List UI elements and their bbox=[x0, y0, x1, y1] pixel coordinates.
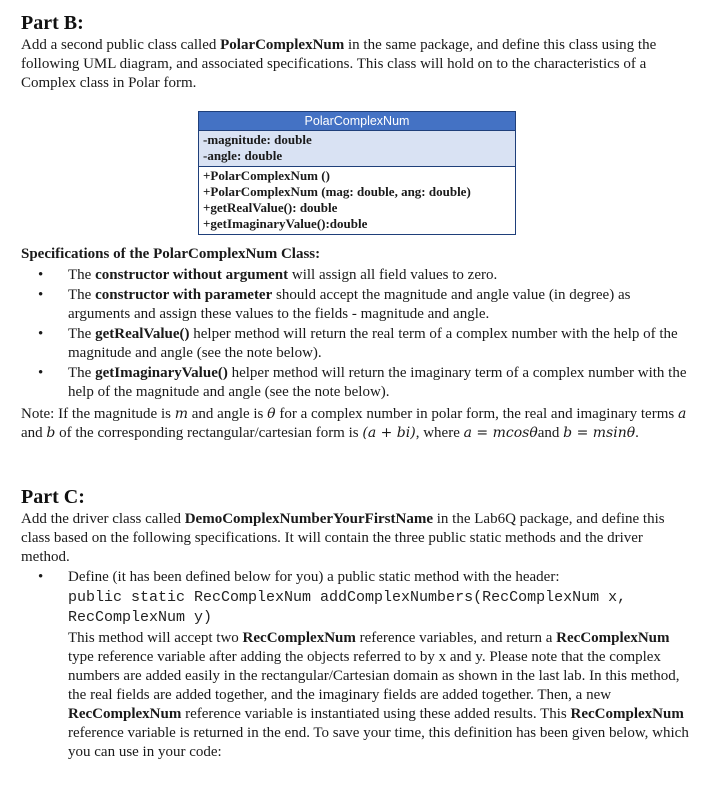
note-text: for a complex number in polar form, the real and imaginary terms bbox=[275, 406, 678, 422]
spec-text: The bbox=[68, 326, 96, 342]
note-text: and bbox=[537, 425, 564, 441]
list-item bbox=[21, 266, 691, 285]
intro-text: Add a second public class called bbox=[21, 37, 221, 53]
part-b-heading: Part B: bbox=[21, 12, 84, 34]
math-var: b bbox=[46, 425, 56, 441]
intro-text: in the same package, and define this class using the following UML diagram, and associated specifications. This class will hold on to the characteristics of a Complex class in Polar form. bbox=[21, 37, 657, 91]
desc-bold: RecComplexNum bbox=[68, 706, 182, 722]
spec-bold: getImaginaryValue() bbox=[95, 365, 228, 381]
math-expr: b = msinθ bbox=[563, 425, 636, 441]
spec-bold: getRealValue() bbox=[95, 326, 190, 342]
bullet-icon: • bbox=[38, 287, 44, 303]
specifications-list bbox=[21, 266, 691, 403]
desc-bold: RecComplexNum bbox=[556, 630, 670, 646]
spec-text: The bbox=[68, 365, 96, 381]
desc-bold: RecComplexNum bbox=[242, 630, 356, 646]
note-text: . bbox=[635, 425, 639, 441]
spec-text: helper method will return the real term of a complex number with the help of the magnitude and angle (see the note below). bbox=[68, 326, 678, 361]
math-expr: a = mcosθ bbox=[463, 425, 538, 441]
code-snippet bbox=[68, 588, 691, 628]
uml-field: -angle: double bbox=[203, 148, 283, 163]
math-var: a bbox=[677, 406, 687, 422]
bullet-icon: • bbox=[38, 326, 44, 342]
uml-methods bbox=[199, 167, 515, 234]
part-c-list bbox=[21, 568, 691, 762]
class-name-bold: DemoComplexNumberYourFirstName bbox=[184, 511, 433, 527]
uml-fields bbox=[199, 131, 515, 167]
spec-text: will assign all field values to zero. bbox=[288, 267, 498, 283]
polar-note bbox=[21, 405, 691, 443]
note-text: and angle is bbox=[188, 406, 268, 422]
uml-class-name: PolarComplexNum bbox=[199, 112, 515, 131]
intro-text: in the Lab6Q package, and define this class based on the following specifications. It will contain the three public static methods and the driver method. bbox=[21, 511, 665, 565]
uml-method: +getImaginaryValue():double bbox=[203, 216, 368, 231]
part-b-intro bbox=[21, 36, 691, 93]
uml-field: -magnitude: double bbox=[203, 132, 312, 147]
spec-bold: constructor with parameter bbox=[95, 287, 273, 303]
part-c-heading: Part C: bbox=[21, 486, 85, 508]
class-name-bold: PolarComplexNum bbox=[220, 37, 345, 53]
part-c-intro bbox=[21, 510, 691, 567]
note-text: of the corresponding rectangular/cartesian form is bbox=[55, 425, 363, 441]
desc-text: type reference variable after adding the objects referred to by x and y. Please note that the complex numbers are added easily in the rectangular/Cartesian domain as shown in the last lab. In this method, the real fields are added together, and the imaginary fields are added together. Then, a new bbox=[68, 649, 680, 703]
bullet-icon: • bbox=[38, 365, 44, 381]
item-text: Define (it has been defined below for you) a public static method with the header: bbox=[68, 569, 560, 585]
uml-diagram bbox=[198, 111, 516, 235]
uml-method: +PolarComplexNum () bbox=[203, 168, 330, 183]
list-item bbox=[21, 364, 691, 402]
specifications-heading bbox=[21, 245, 320, 264]
bullet-icon: • bbox=[38, 569, 44, 585]
list-item bbox=[21, 286, 691, 324]
uml-method: +getRealValue(): double bbox=[203, 200, 338, 215]
uml-method: +PolarComplexNum (mag: double, ang: double) bbox=[203, 184, 471, 199]
math-var: m bbox=[174, 406, 188, 422]
spec-bold: constructor without argument bbox=[95, 267, 289, 283]
desc-text: This method will accept two bbox=[68, 630, 243, 646]
desc-bold: RecComplexNum bbox=[570, 706, 684, 722]
desc-text: reference variable is returned in the end. To save your time, this definition has been given below, which you can use in your code: bbox=[68, 725, 689, 760]
math-var: θ bbox=[267, 406, 276, 422]
bullet-icon: • bbox=[38, 267, 44, 283]
note-text: Note: If the magnitude is bbox=[21, 406, 175, 422]
method-description bbox=[68, 629, 691, 762]
note-text: and bbox=[21, 425, 47, 441]
list-item bbox=[21, 325, 691, 363]
spec-text: The bbox=[68, 287, 96, 303]
intro-text: Add the driver class called bbox=[21, 511, 185, 527]
code-line: RecComplexNum y) bbox=[68, 609, 213, 626]
list-item bbox=[21, 568, 691, 762]
note-text: , where bbox=[415, 425, 464, 441]
math-expr: (a + bi) bbox=[362, 425, 416, 441]
desc-text: reference variable is instantiated using these added results. This bbox=[181, 706, 571, 722]
spec-text: The bbox=[68, 267, 96, 283]
code-line: public static RecComplexNum addComplexNumbers(RecComplexNum x, bbox=[68, 589, 627, 606]
desc-text: reference variables, and return a bbox=[355, 630, 557, 646]
spec-text: helper method will return the imaginary term of a complex number with the help of the magnitude and angle (see the note below). bbox=[68, 365, 687, 400]
spec-text: should accept the magnitude and angle value (in degree) as arguments and assign these values to the fields - magnitude and angle. bbox=[68, 287, 631, 322]
specifications-heading-text: Specifications of the PolarComplexNum Class: bbox=[21, 246, 321, 262]
